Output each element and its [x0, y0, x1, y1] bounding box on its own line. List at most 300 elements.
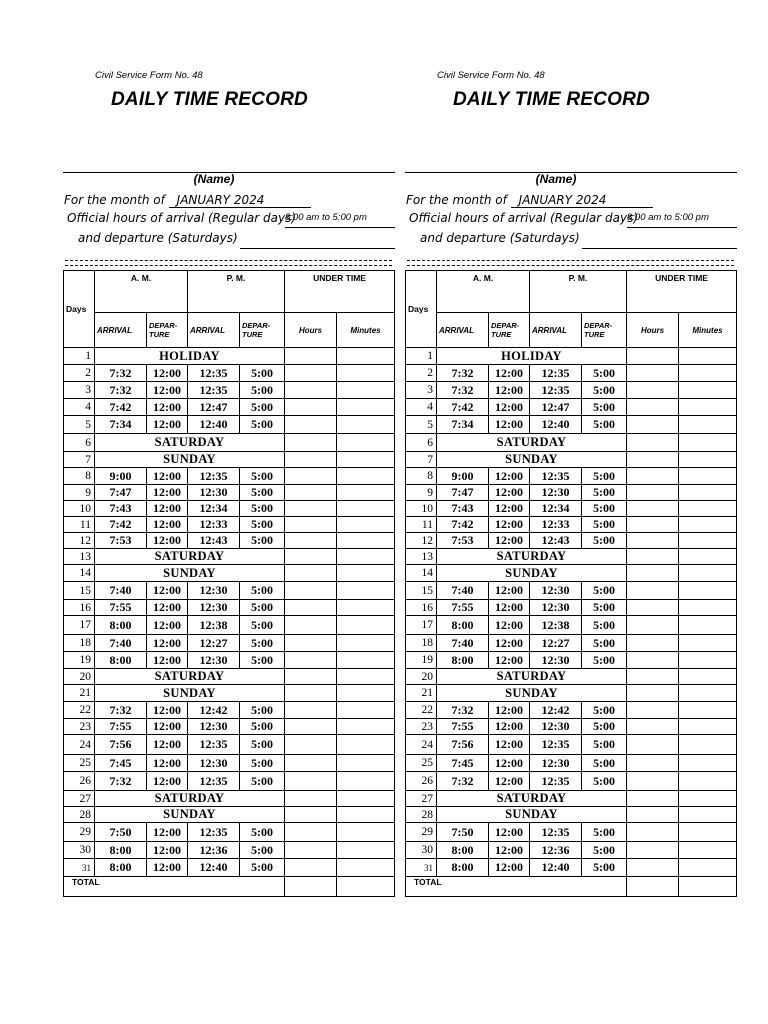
am-departure-time: 12:00 [147, 365, 188, 382]
pm-arrival-time: 12:35 [530, 772, 582, 791]
form-title: DAILY TIME RECORD [453, 89, 650, 110]
undertime-minutes-cell [337, 582, 395, 600]
pm-arrival-time: 12:35 [188, 735, 240, 755]
am-arrival-time: 7:50 [95, 823, 147, 842]
day-number: 10 [64, 501, 95, 517]
day-number: 19 [64, 652, 95, 669]
am-departure-time: 12:00 [489, 616, 530, 635]
pm-arrival-time: 12:30 [530, 485, 582, 501]
am-arrival-time: 7:42 [437, 399, 489, 416]
day-number: 15 [64, 582, 95, 600]
pm-arrival-time: 12:34 [188, 501, 240, 517]
undertime-minutes-cell [337, 382, 395, 399]
am-arrival-time: 7:55 [437, 600, 489, 616]
undertime-hours-cell [285, 399, 337, 416]
pm-departure-time: 5:00 [240, 772, 285, 791]
day-number: 24 [406, 735, 437, 755]
pm-departure-time: 5:00 [582, 582, 627, 600]
day-note: SATURDAY [95, 549, 285, 565]
day-number: 5 [406, 416, 437, 434]
undertime-hours-cell [627, 416, 679, 434]
day-row [406, 582, 737, 600]
am-departure-time: 12:00 [489, 365, 530, 382]
undertime-minutes-cell [337, 348, 395, 365]
day-row [64, 565, 395, 582]
undertime-hours-cell [285, 533, 337, 549]
day-row [406, 399, 737, 416]
pm-departure-time: 5:00 [582, 600, 627, 616]
undertime-hours-cell [285, 485, 337, 501]
undertime-hours-cell [627, 755, 679, 772]
pm-arrival-time: 12:38 [188, 616, 240, 635]
day-number: 30 [406, 842, 437, 859]
am-departure-time: 12:00 [147, 517, 188, 533]
undertime-hours-cell [285, 669, 337, 685]
pm-departure-time: 5:00 [582, 635, 627, 652]
am-departure-time: 12:00 [147, 719, 188, 735]
time-record-table [63, 270, 395, 897]
day-note: SATURDAY [95, 791, 285, 807]
pm-arrival-time: 12:40 [188, 859, 240, 877]
am-departure-header: DEPAR- TURE [147, 313, 188, 348]
undertime-minutes-cell [337, 416, 395, 434]
total-label: TOTAL [64, 877, 285, 897]
day-note: SUNDAY [95, 807, 285, 823]
day-number: 26 [406, 772, 437, 791]
day-note: SUNDAY [95, 685, 285, 702]
day-number: 10 [406, 501, 437, 517]
am-departure-time: 12:00 [489, 485, 530, 501]
day-row [406, 823, 737, 842]
pm-departure-time: 5:00 [582, 399, 627, 416]
dtr-form-right [405, 0, 737, 1024]
official-hours-label: Official hours of arrival (Regular days) [409, 211, 639, 225]
pm-departure-time: 5:00 [240, 600, 285, 616]
undertime-minutes-cell [679, 635, 737, 652]
pm-departure-time: 5:00 [582, 859, 627, 877]
month-row [64, 193, 311, 208]
pm-departure-time: 5:00 [582, 468, 627, 485]
am-arrival-time: 7:47 [437, 485, 489, 501]
day-row [64, 669, 395, 685]
am-arrival-time: 7:32 [437, 382, 489, 399]
undertime-minutes-cell [679, 772, 737, 791]
day-number: 24 [64, 735, 95, 755]
undertime-minutes-cell [337, 859, 395, 877]
undertime-minutes-cell [337, 485, 395, 501]
undertime-minutes-cell [679, 549, 737, 565]
day-number: 6 [406, 434, 437, 452]
form-number: Civil Service Form No. 48 [437, 70, 545, 81]
pm-arrival-time: 12:30 [188, 582, 240, 600]
pm-arrival-time: 12:30 [188, 755, 240, 772]
undertime-hours-cell [627, 702, 679, 719]
day-number: 19 [406, 652, 437, 669]
undertime-hours-cell [627, 685, 679, 702]
day-row [64, 823, 395, 842]
am-arrival-time: 7:55 [95, 600, 147, 616]
day-row [64, 348, 395, 365]
am-departure-time: 12:00 [489, 382, 530, 399]
am-arrival-time: 7:32 [95, 365, 147, 382]
undertime-hours-cell [285, 635, 337, 652]
day-number: 2 [406, 365, 437, 382]
undertime-hours-cell [285, 434, 337, 452]
pm-departure-time: 5:00 [582, 842, 627, 859]
am-arrival-time: 7:32 [95, 382, 147, 399]
am-arrival-time: 7:40 [437, 582, 489, 600]
pm-arrival-time: 12:35 [188, 382, 240, 399]
undertime-hours-cell [627, 452, 679, 468]
day-number: 3 [64, 382, 95, 399]
undertime-hours-cell [285, 842, 337, 859]
day-number: 11 [406, 517, 437, 533]
undertime-minutes-cell [337, 434, 395, 452]
day-row [406, 635, 737, 652]
saturdays-label: and departure (Saturdays) [420, 231, 580, 245]
undertime-minutes-cell [679, 807, 737, 823]
day-number: 27 [64, 791, 95, 807]
day-number: 23 [64, 719, 95, 735]
pm-departure-time: 5:00 [240, 719, 285, 735]
am-departure-time: 12:00 [489, 842, 530, 859]
day-row [406, 365, 737, 382]
month-row [406, 193, 653, 208]
pm-arrival-time: 12:35 [188, 365, 240, 382]
day-number: 4 [406, 399, 437, 416]
day-note: SATURDAY [437, 434, 627, 452]
am-arrival-time: 7:34 [437, 416, 489, 434]
am-arrival-time: 7:45 [95, 755, 147, 772]
undertime-minutes-cell [337, 399, 395, 416]
pm-arrival-time: 12:35 [530, 823, 582, 842]
undertime-header: UNDER TIME [285, 271, 395, 313]
pm-departure-time: 5:00 [240, 517, 285, 533]
pm-arrival-time: 12:35 [188, 468, 240, 485]
am-departure-time: 12:00 [489, 702, 530, 719]
pm-departure-time: 5:00 [240, 652, 285, 669]
am-departure-header: DEPAR- TURE [489, 313, 530, 348]
total-row [406, 877, 737, 897]
saturdays-label: and departure (Saturdays) [78, 231, 238, 245]
undertime-hours-cell [285, 652, 337, 669]
undertime-hours-cell [285, 517, 337, 533]
am-arrival-time: 7:50 [437, 823, 489, 842]
day-number: 25 [406, 755, 437, 772]
day-row [406, 565, 737, 582]
am-arrival-time: 7:32 [437, 702, 489, 719]
pm-arrival-time: 12:30 [188, 600, 240, 616]
undertime-minutes-cell [337, 842, 395, 859]
cut-line [407, 265, 734, 266]
day-number: 1 [64, 348, 95, 365]
pm-arrival-header: ARRIVAL [188, 313, 240, 348]
am-header: A. M. [95, 271, 188, 313]
day-row [64, 859, 395, 877]
day-note: HOLIDAY [95, 348, 285, 365]
day-row [406, 501, 737, 517]
cut-line [65, 265, 392, 266]
day-number: 28 [406, 807, 437, 823]
form-title: DAILY TIME RECORD [111, 89, 308, 110]
undertime-hours-cell [627, 485, 679, 501]
pm-arrival-time: 12:43 [188, 533, 240, 549]
am-arrival-time: 7:32 [95, 702, 147, 719]
undertime-hours-cell [627, 735, 679, 755]
day-row [64, 652, 395, 669]
undertime-minutes-cell [679, 669, 737, 685]
undertime-minutes-cell [337, 755, 395, 772]
am-arrival-time: 7:55 [437, 719, 489, 735]
day-row [406, 348, 737, 365]
undertime-minutes-cell [679, 416, 737, 434]
undertime-minutes-cell [679, 823, 737, 842]
am-departure-time: 12:00 [489, 600, 530, 616]
day-row [406, 807, 737, 823]
day-number: 16 [64, 600, 95, 616]
day-row [406, 702, 737, 719]
day-number: 20 [64, 669, 95, 685]
pm-departure-time: 5:00 [582, 616, 627, 635]
am-arrival-time: 7:42 [437, 517, 489, 533]
undertime-minutes-cell [679, 702, 737, 719]
pm-departure-header: DEPAR- TURE [582, 313, 627, 348]
pm-departure-time: 5:00 [240, 533, 285, 549]
day-row [64, 399, 395, 416]
day-number: 29 [64, 823, 95, 842]
pm-departure-time: 5:00 [582, 755, 627, 772]
undertime-minutes-cell [679, 452, 737, 468]
am-arrival-time: 7:43 [437, 501, 489, 517]
undertime-minutes-cell [337, 501, 395, 517]
undertime-hours-cell [285, 719, 337, 735]
pm-departure-time: 5:00 [240, 859, 285, 877]
day-row [406, 600, 737, 616]
month-label: For the month of [406, 193, 507, 207]
undertime-minutes-cell [679, 735, 737, 755]
pm-arrival-time: 12:43 [530, 533, 582, 549]
undertime-hours-cell [627, 669, 679, 685]
undertime-minutes-cell [679, 719, 737, 735]
pm-arrival-time: 12:30 [188, 652, 240, 669]
am-arrival-time: 7:56 [95, 735, 147, 755]
day-note: SUNDAY [95, 452, 285, 468]
am-departure-time: 12:00 [147, 582, 188, 600]
am-arrival-time: 8:00 [437, 616, 489, 635]
am-arrival-time: 8:00 [437, 652, 489, 669]
day-row [406, 549, 737, 565]
am-arrival-time: 7:43 [95, 501, 147, 517]
undertime-minutes-cell [679, 517, 737, 533]
total-hours-cell [627, 877, 679, 897]
am-arrival-time: 7:45 [437, 755, 489, 772]
undertime-minutes-cell [679, 652, 737, 669]
day-note: SUNDAY [437, 565, 627, 582]
undertime-hours-cell [285, 755, 337, 772]
day-note: SATURDAY [95, 434, 285, 452]
month-value: JANUARY 2024 [169, 193, 311, 208]
undertime-hours-cell [285, 600, 337, 616]
undertime-minutes-cell [679, 434, 737, 452]
day-row [406, 382, 737, 399]
day-row [64, 468, 395, 485]
am-arrival-time: 8:00 [95, 859, 147, 877]
am-arrival-time: 7:40 [95, 582, 147, 600]
am-departure-time: 12:00 [489, 772, 530, 791]
total-label: TOTAL [406, 877, 627, 897]
am-departure-time: 12:00 [147, 416, 188, 434]
undertime-hours-cell [285, 702, 337, 719]
day-number: 9 [406, 485, 437, 501]
day-number: 6 [64, 434, 95, 452]
am-arrival-time: 7:53 [437, 533, 489, 549]
day-row [64, 791, 395, 807]
undertime-minutes-cell [679, 755, 737, 772]
time-record-table [405, 270, 737, 897]
undertime-minutes-cell [337, 533, 395, 549]
am-header: A. M. [437, 271, 530, 313]
pm-departure-time: 5:00 [582, 517, 627, 533]
day-note: SUNDAY [95, 565, 285, 582]
month-value: JANUARY 2024 [511, 193, 653, 208]
saturdays-line [582, 248, 737, 249]
undertime-hours-cell [285, 735, 337, 755]
am-arrival-time: 9:00 [95, 468, 147, 485]
undertime-hours-cell [627, 565, 679, 582]
day-number: 14 [64, 565, 95, 582]
am-arrival-time: 8:00 [95, 652, 147, 669]
day-row [64, 772, 395, 791]
total-minutes-cell [337, 877, 395, 897]
undertime-minutes-cell [337, 600, 395, 616]
undertime-hours-cell [627, 549, 679, 565]
am-departure-time: 12:00 [147, 772, 188, 791]
pm-arrival-time: 12:30 [188, 719, 240, 735]
pm-arrival-time: 12:35 [188, 823, 240, 842]
pm-arrival-time: 12:30 [530, 719, 582, 735]
dtr-form-left [63, 0, 395, 1024]
day-row [64, 807, 395, 823]
undertime-minutes-cell [337, 468, 395, 485]
pm-arrival-time: 12:40 [530, 859, 582, 877]
pm-departure-time: 5:00 [582, 735, 627, 755]
day-note: SATURDAY [437, 549, 627, 565]
am-departure-time: 12:00 [489, 652, 530, 669]
undertime-minutes-cell [337, 823, 395, 842]
day-number: 31 [406, 859, 437, 877]
undertime-minutes-cell [337, 702, 395, 719]
day-row [406, 533, 737, 549]
pm-arrival-time: 12:38 [530, 616, 582, 635]
am-departure-time: 12:00 [147, 859, 188, 877]
undertime-hours-cell [627, 399, 679, 416]
pm-departure-time: 5:00 [582, 772, 627, 791]
day-row [406, 485, 737, 501]
am-departure-time: 12:00 [489, 399, 530, 416]
am-departure-time: 12:00 [489, 582, 530, 600]
undertime-minutes-cell [337, 719, 395, 735]
undertime-minutes-cell [679, 859, 737, 877]
am-departure-time: 12:00 [147, 468, 188, 485]
undertime-hours-cell [285, 582, 337, 600]
day-number: 28 [64, 807, 95, 823]
am-departure-time: 12:00 [147, 842, 188, 859]
undertime-hours-cell [627, 807, 679, 823]
hours-header: Hours [285, 313, 337, 348]
day-row [406, 517, 737, 533]
day-row [64, 533, 395, 549]
pm-departure-time: 5:00 [582, 702, 627, 719]
undertime-minutes-cell [337, 807, 395, 823]
undertime-hours-cell [285, 468, 337, 485]
undertime-minutes-cell [679, 468, 737, 485]
undertime-hours-cell [627, 382, 679, 399]
undertime-hours-cell [285, 382, 337, 399]
day-note: SATURDAY [437, 791, 627, 807]
day-number: 8 [406, 468, 437, 485]
am-departure-time: 12:00 [489, 823, 530, 842]
undertime-hours-cell [285, 791, 337, 807]
day-row [406, 755, 737, 772]
undertime-hours-cell [627, 635, 679, 652]
day-number: 12 [406, 533, 437, 549]
day-row [64, 842, 395, 859]
day-row [406, 791, 737, 807]
pm-arrival-time: 12:30 [530, 755, 582, 772]
day-row [406, 842, 737, 859]
undertime-hours-cell [627, 842, 679, 859]
day-number: 13 [64, 549, 95, 565]
undertime-minutes-cell [679, 600, 737, 616]
pm-departure-time: 5:00 [240, 755, 285, 772]
undertime-minutes-cell [679, 791, 737, 807]
day-number: 4 [64, 399, 95, 416]
day-number: 29 [406, 823, 437, 842]
am-departure-time: 12:00 [147, 600, 188, 616]
pm-departure-time: 5:00 [240, 382, 285, 399]
total-hours-cell [285, 877, 337, 897]
pm-departure-time: 5:00 [240, 416, 285, 434]
day-row [64, 382, 395, 399]
am-departure-time: 12:00 [147, 399, 188, 416]
undertime-minutes-cell [679, 842, 737, 859]
pm-arrival-time: 12:47 [188, 399, 240, 416]
pm-departure-time: 5:00 [240, 365, 285, 382]
undertime-minutes-cell [679, 382, 737, 399]
day-number: 18 [64, 635, 95, 652]
day-row [64, 685, 395, 702]
pm-header: P. M. [530, 271, 627, 313]
undertime-header: UNDER TIME [627, 271, 737, 313]
day-row [64, 452, 395, 468]
day-note: SUNDAY [437, 685, 627, 702]
day-row [64, 582, 395, 600]
am-departure-time: 12:00 [147, 635, 188, 652]
am-departure-time: 12:00 [147, 702, 188, 719]
am-arrival-time: 7:40 [437, 635, 489, 652]
undertime-hours-cell [285, 772, 337, 791]
day-number: 18 [406, 635, 437, 652]
pm-departure-time: 5:00 [240, 842, 285, 859]
total-row [64, 877, 395, 897]
undertime-hours-cell [285, 549, 337, 565]
am-departure-time: 12:00 [147, 755, 188, 772]
am-arrival-time: 7:47 [95, 485, 147, 501]
total-minutes-cell [679, 877, 737, 897]
pm-departure-time: 5:00 [582, 416, 627, 434]
am-arrival-time: 7:40 [95, 635, 147, 652]
pm-arrival-header: ARRIVAL [530, 313, 582, 348]
